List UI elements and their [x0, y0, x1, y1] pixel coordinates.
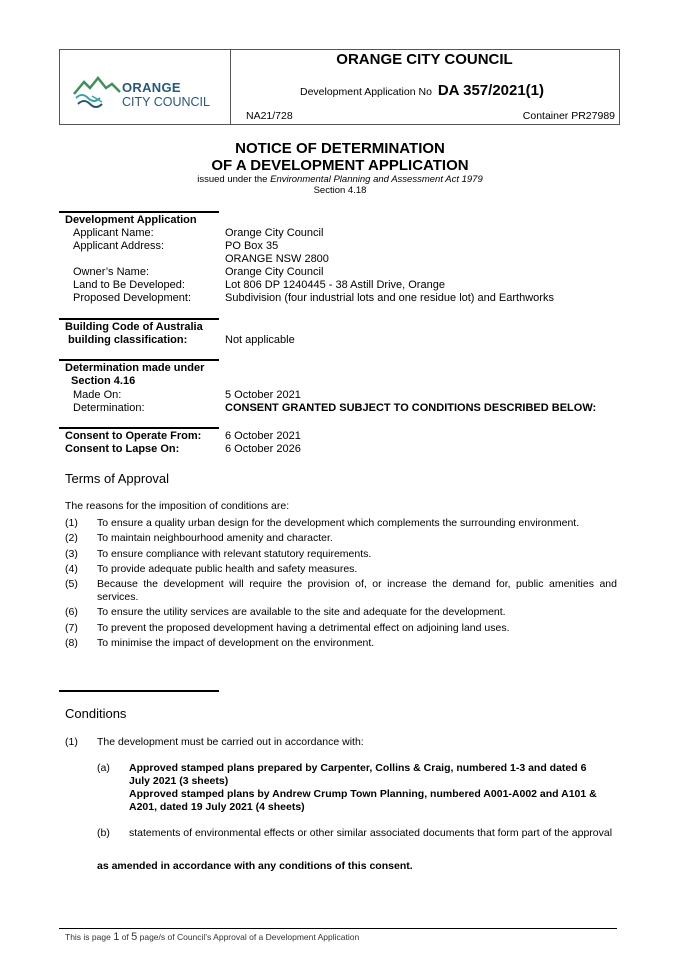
title-line1: NOTICE OF DETERMINATION: [235, 140, 445, 157]
logo-line1: ORANGE: [122, 80, 181, 95]
page-footer: [65, 931, 359, 943]
notice-title: [0, 140, 680, 196]
bca-heading1: Building Code of Australia: [65, 321, 203, 333]
footer-prefix: This is page: [65, 932, 114, 942]
issued-prefix: issued under the: [197, 174, 271, 185]
terms-item-text: To ensure a quality urban design for the development which complements the surrounding environment.: [97, 517, 580, 529]
container-number: Container PR27989: [522, 110, 615, 122]
applicant-name-label: Applicant Name:: [73, 227, 154, 239]
land-label: Land to Be Developed:: [73, 279, 185, 291]
bca-value: Not applicable: [225, 334, 295, 346]
terms-item-text: To maintain neighbourhood amenity and character.: [97, 532, 333, 545]
terms-item-number: (3): [65, 547, 78, 560]
condition-1-text: The development must be carried out in accordance with:: [97, 736, 364, 748]
terms-list-item: [65, 578, 617, 604]
logo-line2: CITY COUNCIL: [122, 95, 210, 109]
consent-operate-value: 6 October 2021: [225, 430, 301, 442]
condition-1-number: (1): [65, 736, 78, 748]
title-line2: OF A DEVELOPMENT APPLICATION: [211, 157, 469, 174]
condition-a-text1: Approved stamped plans prepared by Carpenter, Collins & Craig, numbered 1-3 and dated 6 July 2021 (3 sheets): [129, 762, 587, 787]
terms-list-item: [65, 622, 617, 635]
section-rule: [59, 211, 219, 213]
applicant-address-label: Applicant Address:: [73, 240, 165, 252]
determination-heading2: Section 4.16: [71, 375, 136, 387]
header-box: [59, 49, 620, 125]
title-issued: [0, 174, 680, 185]
determination-label: Determination:: [73, 402, 145, 414]
determination-value: CONSENT GRANTED SUBJECT TO CONDITIONS DESCRIBED BELOW:: [225, 402, 597, 414]
section-rule: [59, 427, 219, 429]
da-label: Development Application No: [300, 86, 432, 98]
section-rule: [59, 690, 219, 692]
conditions-closing: as amended in accordance with any conditions of this consent.: [97, 860, 413, 872]
determination-heading1: Determination made under: [65, 362, 205, 374]
section-rule: [59, 359, 219, 361]
terms-item-number: (2): [65, 532, 78, 545]
consent-lapse-label: Consent to Lapse On:: [65, 443, 180, 455]
terms-item-number: (8): [65, 637, 78, 650]
logo-cell: [60, 50, 231, 124]
dev-app-heading: Development Application: [65, 214, 197, 226]
terms-item-text: To prevent the proposed development having a detrimental effect on adjoining land uses.: [97, 621, 510, 634]
terms-list-item: [65, 548, 617, 561]
applicant-name: Orange City Council: [225, 227, 324, 239]
title-section: Section 4.18: [313, 185, 367, 196]
terms-list-item: [65, 637, 617, 650]
owner-label: Owner’s Name:: [73, 266, 150, 278]
made-on-label: Made On:: [73, 389, 122, 401]
made-on-value: 5 October 2021: [225, 389, 301, 401]
condition-b-text: statements of environmental effects or other similar associated documents that form part of the approval: [129, 827, 613, 839]
council-name: ORANGE CITY COUNCIL: [336, 51, 513, 68]
terms-item-text: To provide adequate public health and safety measures.: [97, 562, 358, 575]
address-line2: ORANGE NSW 2800: [225, 253, 329, 265]
na-code: NA21/728: [246, 110, 293, 122]
land-value: Lot 806 DP 1240445 - 38 Astill Drive, Orange: [225, 279, 445, 291]
terms-item-number: (7): [65, 621, 78, 634]
logo-text: [122, 81, 210, 109]
terms-intro: The reasons for the imposition of conditions are:: [65, 500, 290, 512]
section-rule: [59, 318, 219, 320]
footer-rule: [59, 928, 617, 929]
footer-total: 5: [131, 931, 138, 943]
condition-a-text2: Approved stamped plans by Andrew Crump Town Planning, numbered A001-A002 and A101 & A201, dated 19 July 2021 (4 sheets): [129, 788, 597, 813]
bca-heading2: building classification:: [65, 334, 188, 346]
proposed-value: Subdivision (four industrial lots and one residue lot) and Earthworks: [225, 292, 554, 304]
terms-item-text: Because the development will require the provision of, or increase the demand for, public amenities and services.: [97, 578, 617, 604]
terms-item-text: To ensure the utility services are available to the site and adequate for the development.: [97, 606, 506, 619]
orange-logo-icon: [72, 74, 122, 108]
terms-item-number: (1): [65, 517, 78, 529]
terms-list-item: [65, 517, 617, 530]
da-number: DA 357/2021(1): [437, 82, 545, 99]
footer-suffix: page/s of Council’s Approval of a Development Application: [137, 932, 360, 942]
terms-item-text: To ensure compliance with relevant statutory requirements.: [97, 547, 372, 560]
footer-page: 1: [113, 931, 120, 943]
terms-list-item: [65, 606, 617, 619]
consent-lapse-value: 6 October 2026: [225, 443, 301, 455]
terms-item-number: (4): [65, 562, 78, 575]
condition-b-number: (b): [97, 827, 110, 839]
terms-list: [65, 517, 617, 652]
da-number-line: [300, 82, 544, 99]
terms-list-item: [65, 563, 617, 576]
terms-heading: Terms of Approval: [65, 471, 170, 486]
terms-list-item: [65, 532, 617, 545]
footer-of: of: [119, 932, 132, 942]
act-name: Environmental Planning and Assessment Act 1979: [270, 174, 483, 185]
terms-item-text: To minimise the impact of development on the environment.: [97, 637, 375, 650]
terms-item-number: (5): [65, 578, 78, 591]
address-line1: PO Box 35: [225, 240, 279, 252]
terms-item-number: (6): [65, 606, 78, 619]
proposed-label: Proposed Development:: [73, 292, 192, 304]
consent-operate-label: Consent to Operate From:: [65, 430, 202, 442]
owner-name: Orange City Council: [225, 266, 324, 278]
conditions-heading: Conditions: [65, 706, 127, 721]
condition-a-number: (a): [97, 762, 110, 774]
